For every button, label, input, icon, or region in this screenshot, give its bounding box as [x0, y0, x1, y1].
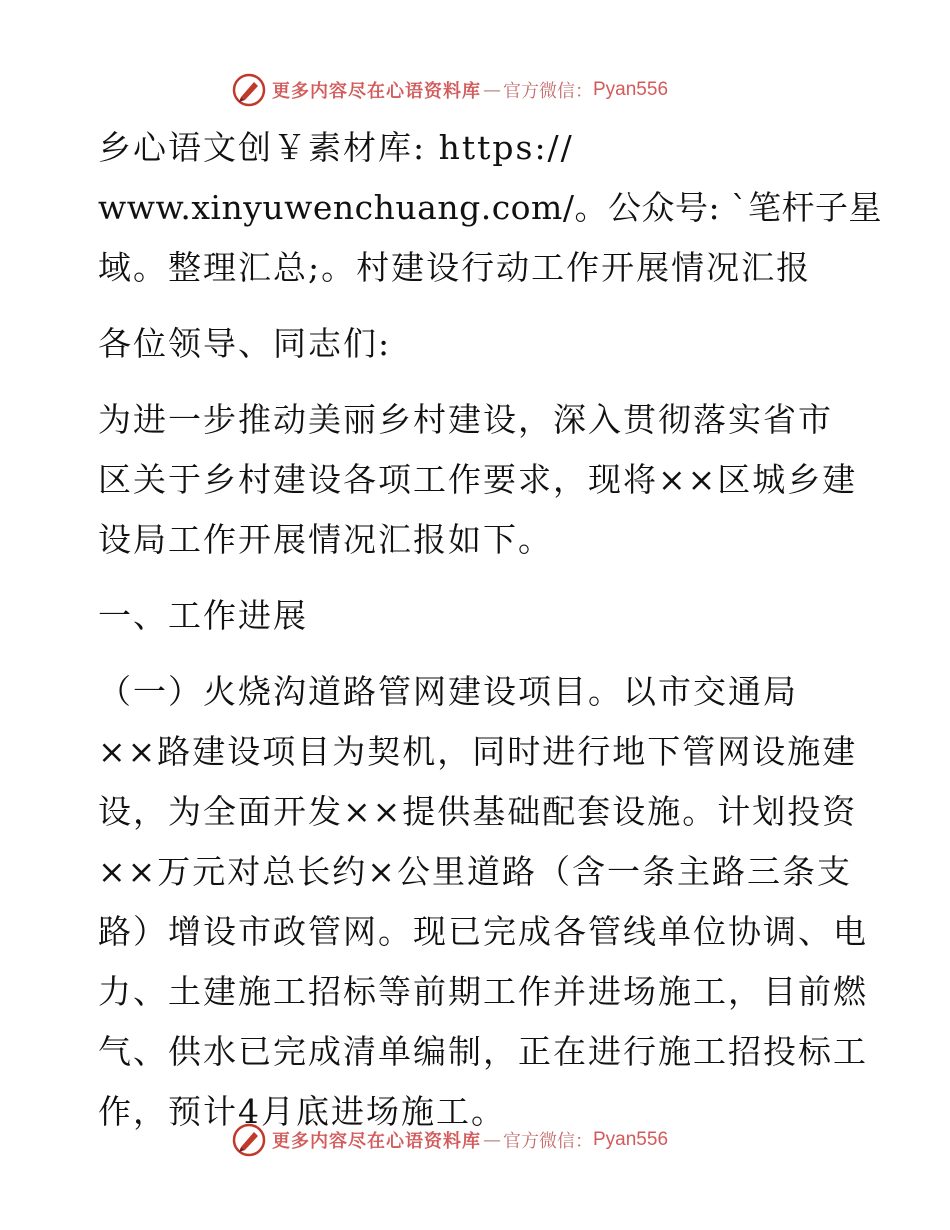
banner-main-text: 更多内容尽在心语资料库 — [272, 1131, 481, 1152]
para1-line-2: 区关于乡村建设各项工作要求，现将××区城乡建 — [98, 460, 858, 499]
item1-line-7: 气、供水已完成清单编制，正在进行施工招投标工 — [98, 1032, 868, 1071]
banner-main-text: 更多内容尽在心语资料库 — [272, 81, 481, 102]
document-body — [98, 118, 883, 1142]
item1-line-8: 作，预计4月底进场施工。 — [98, 1092, 506, 1131]
item1-line-2: ××路建设项目为契机，同时进行地下管网设施建 — [98, 732, 858, 771]
banner-wechat-label: 官方微信： — [503, 81, 593, 102]
intro-line-1: 乡心语文创￥素材库: https:// — [98, 128, 574, 167]
para1-line-3: 设局工作开展情况汇报如下。 — [98, 520, 553, 559]
salutation: 各位领导、同志们: — [98, 324, 392, 363]
item1-line-3: 设，为全面开发××提供基础配套设施。计划投资 — [98, 792, 858, 831]
pen-logo-icon — [232, 1123, 266, 1157]
para1-line-1: 为进一步推动美丽乡村建设，深入贯彻落实省市 — [98, 400, 833, 439]
item1-line-5: 路）增设市政管网。现已完成各管线单位协调、电 — [98, 912, 868, 951]
pen-logo-icon — [232, 73, 266, 107]
banner-dash: — — [483, 1129, 501, 1151]
footer-banner — [232, 1120, 668, 1160]
item1-line-1: （一）火烧沟道路管网建设项目。以市交通局 — [98, 672, 798, 711]
intro-line-3: 域。整理汇总;。村建设行动工作开展情况汇报 — [98, 248, 812, 287]
banner-wechat-id: Pyan556 — [593, 1129, 669, 1150]
header-banner — [232, 70, 668, 110]
item1-line-4: ××万元对总长约×公里道路（含一条主路三条支 — [98, 852, 852, 891]
item1-line-6: 力、土建施工招标等前期工作并进场施工，目前燃 — [98, 972, 868, 1011]
intro-line-2: www.xinyuwenchuang.com/。公众号: `笔杆子星 — [98, 188, 883, 227]
banner-wechat-label: 官方微信： — [503, 1131, 593, 1152]
section-heading: 一、工作进展 — [98, 596, 308, 635]
banner-dash: — — [483, 79, 501, 101]
banner-wechat-id: Pyan556 — [593, 79, 669, 100]
